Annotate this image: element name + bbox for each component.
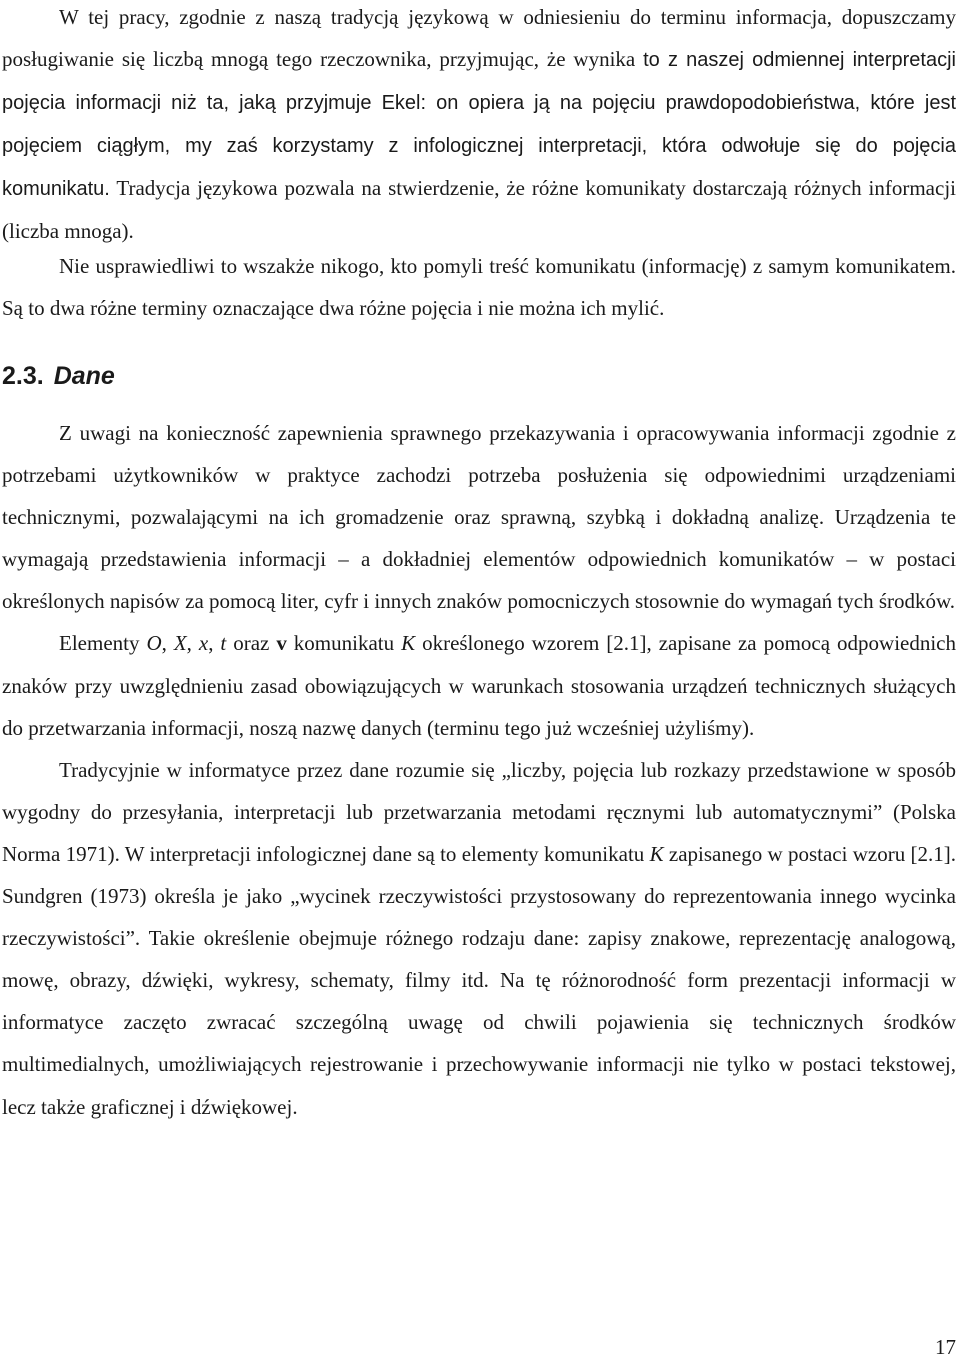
paragraph-plural-information	[2, 0, 956, 253]
paragraph-elements	[2, 622, 956, 748]
section-heading	[2, 356, 115, 396]
paragraph-traditional-definition	[2, 749, 956, 1128]
symbol-k: K	[401, 631, 416, 656]
text-run: ,	[186, 631, 199, 656]
text-run: Elementy	[59, 631, 147, 656]
paragraph-content-vs-message: Nie usprawiedliwi to wszakże nikogo, kto pomyli treść komunikatu (informację) z samym komunikatem. Są to dwa różne terminy oznaczające dwa różne pojęcia i nie można ich mylić.	[2, 254, 956, 321]
text-run: zapisanego w postaci wzoru [2.1]. Sundgren (1973) określa je jako „wycinek rzeczywistości przystosowany do reprezentowania innego wycinka rzeczywistości”. Takie określenie obejmuje różnego rodzaju dane: zapisy znakowe, reprezentację analogową, mowę, obrazy, dźwięki, wykresy, schematy, filmy itd. Na tę różnorodność form prezentacji informacji w informatyce zaczęto zwracać szczególną uwagę od chwili pojawienia się technicznych środków multimedialnych, umożliwiających rejestrowanie i przechowywanie informacji nie tylko w postaci tekstowej, lecz także graficznej i dźwiękowej.	[2, 841, 956, 1119]
symbol-o: O	[146, 631, 162, 656]
paragraph-devices: Z uwagi na konieczność zapewnienia sprawnego przekazywania i opracowywania informacji zgodnie z potrzebami użytkowników w praktyce zachodzi potrzeba posłużenia się odpowiednimi urządzeniami technicznymi, pozwalającymi na ich gromadzenie oraz sprawną, szybką i dokładną analizę. Urządzenia te wymagają przedstawienia informacji – a dokładniej elementów odpowiednich komunikatów – w postaci określonych napisów za pomocą liter, cyfr i innych znaków pomocniczych stosownie do wymagań tych środków.	[2, 421, 956, 614]
symbol-t: t	[220, 631, 227, 656]
symbol-x-lower: x	[198, 631, 209, 656]
text-run: ,	[161, 631, 174, 656]
text-run: określonego wzorem [2.1], zapisane za pomocą odpowiednich znaków przy uwzględnieniu zasad obowiązujących w warunkach stosowania urządzeń technicznych służących do przetwarzania informacji, noszą nazwę danych (terminu tego już wcześniej użyliśmy).	[2, 631, 957, 740]
text-run: komunikatu	[286, 631, 402, 656]
section-body	[2, 412, 956, 1128]
text-run: oraz	[226, 631, 277, 656]
symbol-x-upper: X	[173, 631, 187, 656]
section-number: 2.3.	[2, 362, 44, 390]
section-title: Dane	[53, 362, 115, 390]
paragraph-text: W tej pracy, zgodnie z naszą tradycją językową w odniesieniu do terminu informacja, dopuszczamy posługiwanie się liczbą mnogą tego rzeczownika, przyjmując, że wynika	[2, 5, 956, 72]
paragraph-text-sans: to z naszej odmiennej interpretacji pojęcia informacji niż ta, jaką przyjmuje Ekel: on opiera ją na pojęciu prawdopodobieństwa, które jest pojęciem ciągłym, my zaś korzystamy z infologicznej interpretacji, która odwołuje się do pojęcia komunikatu.	[2, 49, 956, 201]
text-run: ,	[208, 631, 221, 656]
symbol-k: K	[649, 841, 664, 866]
symbol-v: v	[276, 631, 287, 656]
page-number: 17	[935, 1335, 956, 1359]
text-run: Tradycyjnie w informatyce przez dane rozumie się „liczby, pojęcia lub rozkazy przedstawione w sposób wygodny do przesyłania, interpretacji lub przetwarzania metodami ręcznymi lub automatycznymi” (Polska Norma 1971). W interpretacji infologicznej dane są to elementy komunikatu	[2, 757, 956, 866]
paragraph-text: Tradycja językowa pozwala na stwierdzenie, że różne komunikaty dostarczają różnych informacji (liczba mnoga).	[2, 176, 956, 244]
